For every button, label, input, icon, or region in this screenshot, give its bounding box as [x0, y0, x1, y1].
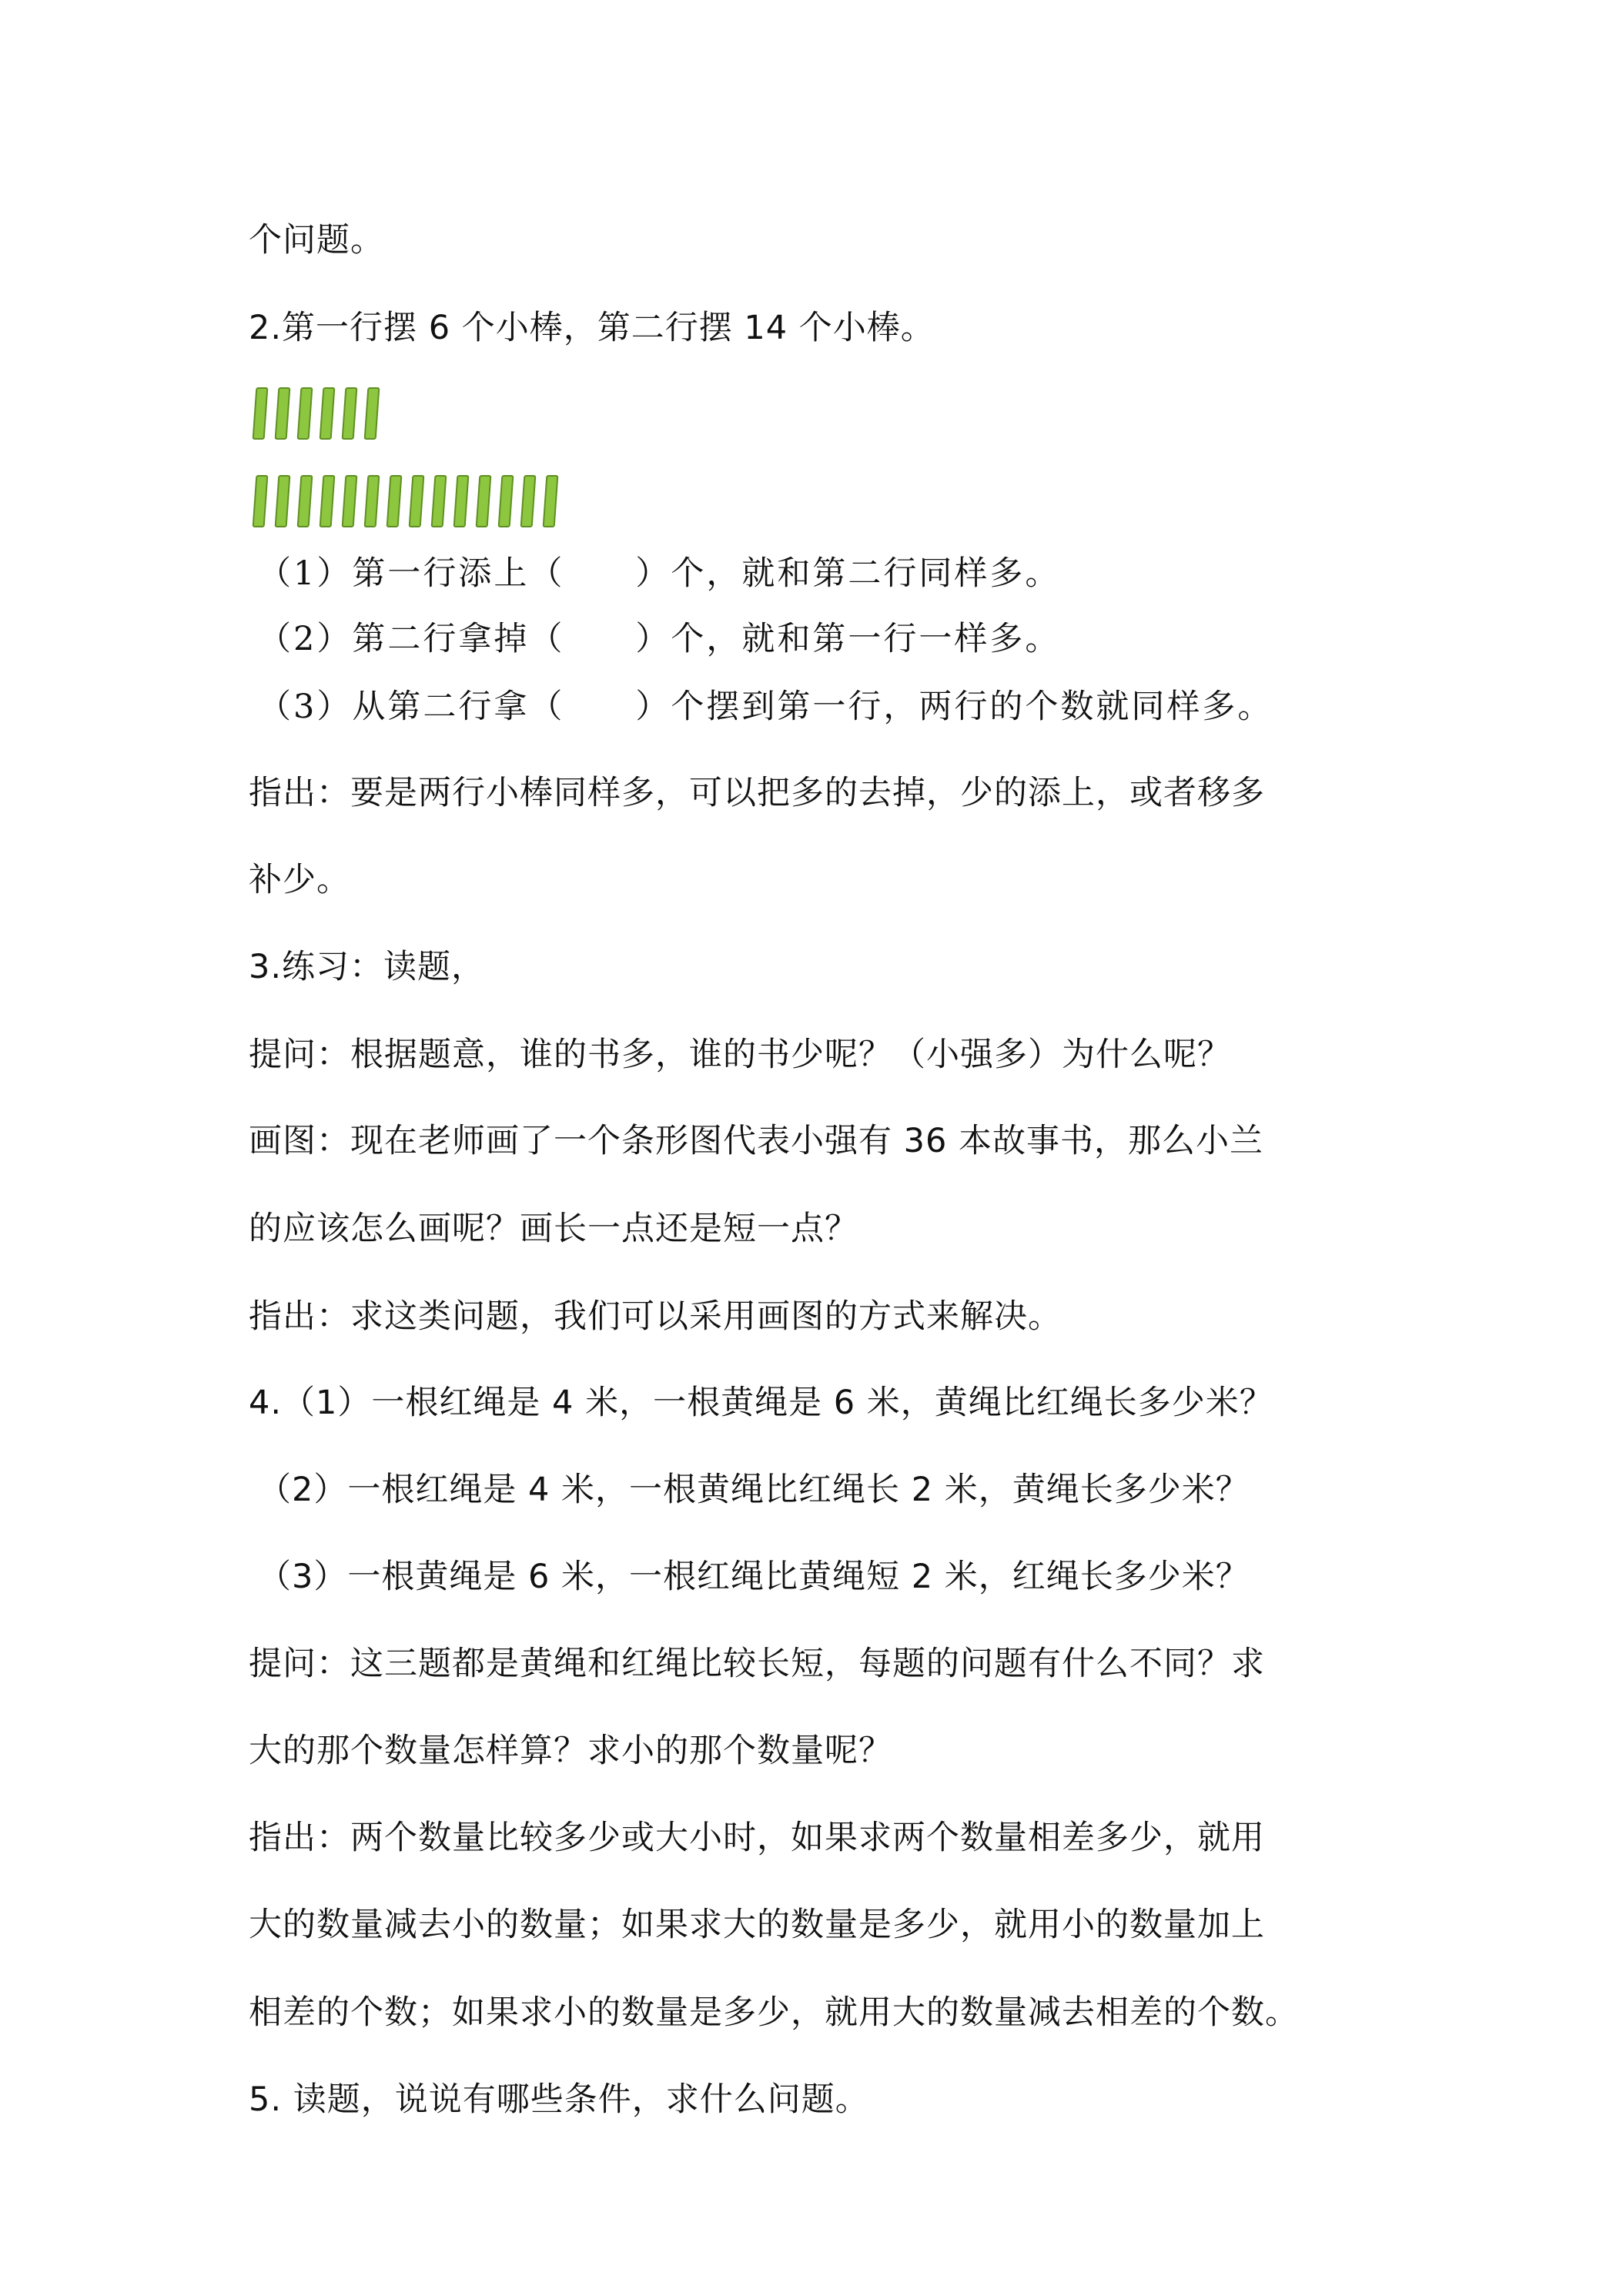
stick [320, 387, 336, 440]
text-line: 指出：求这类问题，我们可以采用画图的方式来解决。 [249, 1297, 1062, 1336]
stick [431, 475, 447, 527]
text-line: （3）一根黄绳是 6 米，一根红绳比黄绳短 2 米，红绳长多少米？ [258, 1558, 1250, 1596]
question-3: （3）从第二行拿（ ）个摆到第一行，两行的个数就同样多。 [258, 688, 1273, 726]
question-1: （1）第一行添上（ ）个，就和第二行同样多。 [258, 554, 1061, 593]
text-line: 大的那个数量怎样算？求小的那个数量呢？ [249, 1732, 892, 1770]
text-line: 画图：现在老师画了一个条形图代表小强有 36 本故事书，那么小兰 [249, 1122, 1264, 1160]
stick [453, 475, 470, 527]
text-line: 大的数量减去小的数量；如果求大的数量是多少，就用小的数量加上 [249, 1906, 1265, 1944]
stick [543, 475, 559, 527]
stick [342, 475, 358, 527]
stick [253, 387, 269, 440]
stick [297, 387, 313, 440]
stick [253, 475, 269, 527]
text-line: （2）一根红绳是 4 米，一根黄绳比红绳长 2 米，黄绳长多少米？ [258, 1471, 1250, 1509]
text-line: 个问题。 [249, 221, 384, 259]
text-line: 补少。 [249, 861, 350, 899]
stick [498, 475, 514, 527]
stick [275, 475, 291, 527]
text-line: 3.练习：读题， [249, 948, 486, 986]
stick [297, 475, 313, 527]
stick [275, 387, 291, 440]
text-line: 的应该怎么画呢？画长一点还是短一点？ [249, 1210, 858, 1248]
question-2: （2）第二行拿掉（ ）个，就和第一行一样多。 [258, 620, 1061, 658]
stick [520, 475, 537, 527]
text-line: 指出：要是两行小棒同样多，可以把多的去掉，少的添上，或者移多 [249, 774, 1265, 812]
text-line: 5. 读题，说说有哪些条件，求什么问题。 [249, 2080, 869, 2119]
text-line: 提问：根据题意，谁的书多，谁的书少呢？（小强多）为什么呢？ [249, 1036, 1231, 1074]
text-line: 2.第一行摆 6 个小棒，第二行摆 14 个小棒。 [249, 309, 935, 347]
text-line: 4.（1）一根红绳是 4 米，一根黄绳是 6 米，黄绳比红绳长多少米？ [249, 1384, 1273, 1422]
text-line: 指出：两个数量比较多少或大小时，如果求两个数量相差多少，就用 [249, 1819, 1265, 1857]
stick [364, 475, 380, 527]
stick [342, 387, 358, 440]
stick [320, 475, 336, 527]
text-line: 提问：这三题都是黄绳和红绳比较长短，每题的问题有什么不同？求 [249, 1645, 1265, 1683]
stick [364, 387, 380, 440]
stick [476, 475, 492, 527]
text-line: 相差的个数；如果求小的数量是多少，就用大的数量减去相差的个数。 [249, 1993, 1299, 2032]
stick [387, 475, 403, 527]
stick [409, 475, 425, 527]
